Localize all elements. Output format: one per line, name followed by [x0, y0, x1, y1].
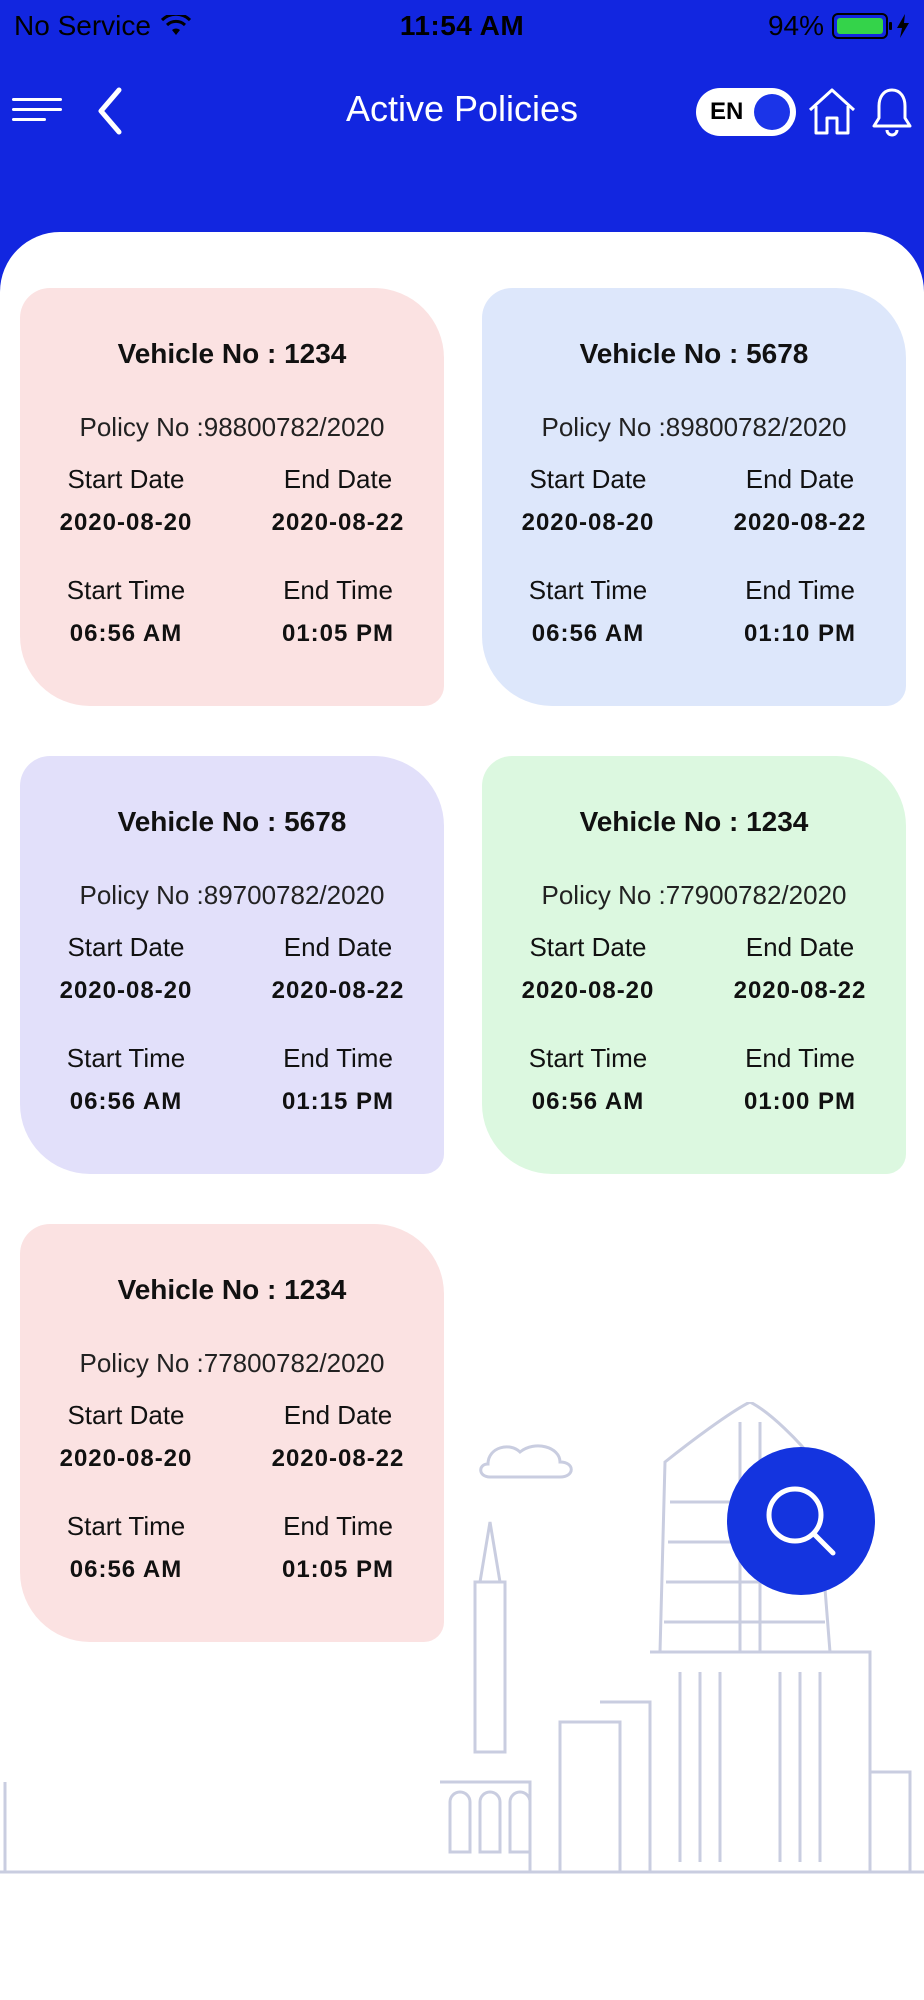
policy-card[interactable] — [20, 1224, 444, 1642]
start-date-label: Start Date — [67, 932, 185, 962]
policy-number: Policy No :98800782/2020 — [79, 412, 385, 442]
home-icon[interactable] — [806, 86, 858, 136]
end-date-label: End Date — [283, 464, 393, 494]
end-date-value: 2020-08-22 — [271, 977, 405, 1004]
start-time-value: 06:56 AM — [69, 620, 183, 647]
end-time-value: 01:00 PM — [743, 1088, 857, 1115]
page-title: Active Policies — [345, 88, 579, 129]
end-date-label: End Date — [745, 464, 855, 494]
carrier-text: No Service — [14, 10, 151, 41]
bell-icon[interactable] — [870, 86, 914, 138]
policy-card[interactable] — [20, 756, 444, 1174]
policy-number: Policy No :89800782/2020 — [541, 412, 847, 442]
status-bar — [0, 0, 924, 52]
battery-percent: 94% — [767, 10, 824, 41]
policy-number: Policy No :89700782/2020 — [79, 880, 385, 910]
end-time-label: End Time — [745, 575, 855, 605]
end-time-label: End Time — [283, 1511, 393, 1541]
vehicle-number: Vehicle No : 1234 — [579, 806, 809, 837]
policy-number: Policy No :77800782/2020 — [79, 1348, 385, 1378]
search-button[interactable] — [727, 1447, 875, 1595]
start-time-value: 06:56 AM — [69, 1556, 183, 1583]
end-time-value: 01:05 PM — [281, 620, 395, 647]
end-date-value: 2020-08-22 — [733, 509, 867, 536]
start-date-value: 2020-08-20 — [521, 977, 655, 1004]
start-date-label: Start Date — [67, 1400, 185, 1430]
start-time-label: Start Time — [66, 1511, 186, 1541]
start-time-label: Start Time — [66, 575, 186, 605]
status-time: 11:54 AM — [399, 10, 525, 41]
end-date-value: 2020-08-22 — [271, 1445, 405, 1472]
end-time-label: End Time — [283, 575, 393, 605]
start-time-label: Start Time — [528, 1043, 648, 1073]
start-date-value: 2020-08-20 — [59, 977, 193, 1004]
policy-card[interactable] — [482, 288, 906, 706]
toggle-knob — [754, 94, 790, 130]
end-time-label: End Time — [283, 1043, 393, 1073]
start-date-label: Start Date — [529, 464, 647, 494]
policy-number: Policy No :77900782/2020 — [541, 880, 847, 910]
start-time-label: Start Time — [66, 1043, 186, 1073]
search-icon — [727, 1447, 875, 1595]
start-date-value: 2020-08-20 — [59, 509, 193, 536]
end-time-value: 01:10 PM — [743, 620, 857, 647]
start-time-value: 06:56 AM — [531, 1088, 645, 1115]
vehicle-number: Vehicle No : 5678 — [579, 338, 809, 369]
end-time-value: 01:15 PM — [281, 1088, 395, 1115]
language-label: EN — [710, 98, 744, 125]
policy-card[interactable] — [482, 756, 906, 1174]
navbar — [0, 70, 924, 150]
start-time-label: Start Time — [528, 575, 648, 605]
end-time-value: 01:05 PM — [281, 1556, 395, 1583]
end-date-label: End Date — [745, 932, 855, 962]
start-date-value: 2020-08-20 — [521, 509, 655, 536]
vehicle-number: Vehicle No : 5678 — [117, 806, 347, 837]
language-toggle[interactable] — [696, 88, 796, 136]
end-date-label: End Date — [283, 932, 393, 962]
start-date-value: 2020-08-20 — [59, 1445, 193, 1472]
end-time-label: End Time — [745, 1043, 855, 1073]
charging-icon — [896, 14, 910, 38]
end-date-value: 2020-08-22 — [271, 509, 405, 536]
start-date-label: Start Date — [67, 464, 185, 494]
start-time-value: 06:56 AM — [69, 1088, 183, 1115]
end-date-label: End Date — [283, 1400, 393, 1430]
start-time-value: 06:56 AM — [531, 620, 645, 647]
vehicle-number: Vehicle No : 1234 — [117, 1274, 347, 1305]
policy-list-container — [0, 232, 924, 2000]
vehicle-number: Vehicle No : 1234 — [117, 338, 347, 369]
end-date-value: 2020-08-22 — [733, 977, 867, 1004]
policy-card[interactable] — [20, 288, 444, 706]
start-date-label: Start Date — [529, 932, 647, 962]
battery-icon — [832, 13, 888, 39]
